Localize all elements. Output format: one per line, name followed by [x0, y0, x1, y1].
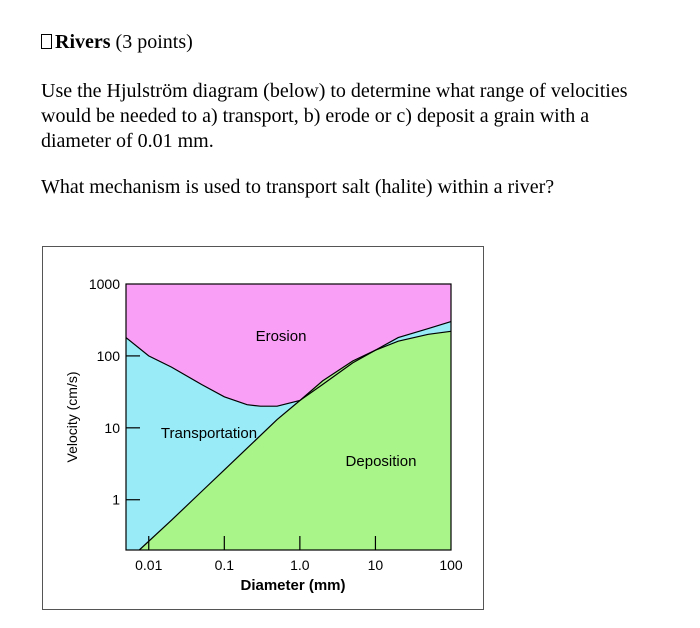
question-heading [41, 31, 193, 54]
transportation-label: Transportation [160, 425, 258, 442]
y-tick-label: 1000 [88, 276, 120, 292]
paragraph-1-line-2: would be needed to a) transport, b) erode or c) deposit a grain with a [41, 105, 590, 127]
y-tick-label: 10 [104, 419, 120, 436]
y-tick-label: 1 [112, 491, 120, 508]
y-axis-label: Velocity (cm/s) [64, 371, 80, 463]
x-axis-label: Diameter (mm) [240, 577, 346, 594]
deposition-label: Deposition [345, 453, 417, 470]
x-tick-label: 1.0 [290, 557, 310, 573]
hjulstrom-diagram [42, 246, 484, 610]
x-tick-label: 0.01 [135, 557, 163, 573]
question-paragraph-1 [41, 79, 681, 154]
erosion-label: Erosion [255, 328, 307, 345]
hjulstrom-chart [43, 247, 483, 609]
x-tick-label: 0.1 [214, 557, 235, 573]
checkbox-glyph-icon [41, 34, 52, 49]
question-points: (3 points) [110, 31, 193, 53]
x-tick-label: 100 [439, 557, 463, 573]
x-tick-label: 10 [367, 557, 384, 573]
question-title: Rivers [55, 31, 111, 53]
question-paragraph-2: What mechanism is used to transport salt (halite) within a river? [41, 176, 555, 198]
paragraph-1-line-3: diameter of 0.01 mm. [41, 130, 214, 152]
paragraph-1-line-1: Use the Hjulström diagram (below) to determine what range of velocities [41, 80, 628, 102]
y-tick-label: 100 [96, 347, 120, 364]
